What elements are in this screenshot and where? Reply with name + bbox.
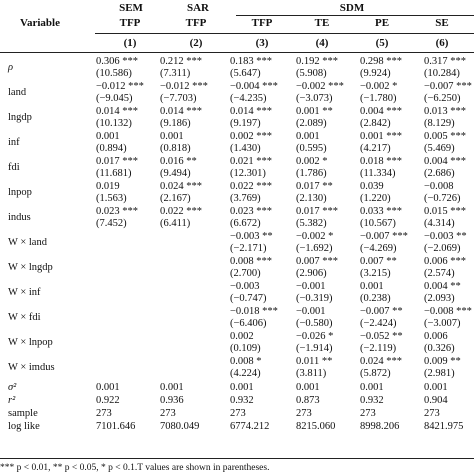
coef-cell: 0.004 **	[424, 281, 461, 292]
stat-cell: 8215.060	[296, 421, 336, 432]
tstat-cell: (0.238)	[360, 293, 391, 304]
coef-cell: −0.012 ***	[160, 81, 208, 92]
stat-cell: 0.932	[230, 395, 254, 406]
tstat-cell: (2.130)	[296, 193, 327, 204]
tstat-cell: (9.924)	[360, 68, 391, 79]
coef-cell: 0.001	[96, 131, 120, 142]
coef-cell: −0.002 *	[296, 231, 334, 242]
coef-cell: −0.007 ***	[360, 231, 408, 242]
coef-cell: −0.003 **	[230, 231, 273, 242]
tstat-cell: (0.818)	[160, 143, 191, 154]
row-label: indus	[8, 212, 31, 223]
coef-cell: 0.001	[160, 131, 184, 142]
coef-cell: 0.002	[230, 331, 254, 342]
stat-cell: 0.936	[160, 395, 184, 406]
tstat-cell: (2.089)	[296, 118, 327, 129]
coef-cell: −0.003	[230, 281, 260, 292]
coef-cell: 0.306 ***	[96, 56, 138, 67]
coef-cell: 0.192 ***	[296, 56, 338, 67]
tstat-cell: (8.129)	[424, 118, 455, 129]
tstat-cell: (5.647)	[230, 68, 261, 79]
coef-cell: −0.018 ***	[230, 306, 278, 317]
row-label: ρ	[8, 62, 14, 73]
coef-cell: −0.007 ***	[424, 81, 472, 92]
row-label: W × lnpop	[8, 337, 53, 348]
tstat-cell: (0.595)	[296, 143, 327, 154]
tstat-cell: (1.220)	[360, 193, 391, 204]
coef-cell: 0.015 ***	[424, 206, 466, 217]
coef-cell: 0.008 *	[230, 356, 262, 367]
row-label: inf	[8, 137, 20, 148]
tstat-cell: (4.314)	[424, 218, 455, 229]
row-label: W × imdus	[8, 362, 55, 373]
coef-cell: 0.013 ***	[424, 106, 466, 117]
stat-cell: 7080.049	[160, 421, 200, 432]
tstat-cell: (6.672)	[230, 218, 261, 229]
tstat-cell: (2.842)	[360, 118, 391, 129]
stat-cell: 0.001	[424, 382, 448, 393]
tstat-cell: (9.186)	[160, 118, 191, 129]
coef-cell: 0.183 ***	[230, 56, 272, 67]
coef-cell: 0.016 **	[160, 156, 197, 167]
stat-cell: 273	[230, 408, 246, 419]
tstat-cell: (7.452)	[96, 218, 127, 229]
tstat-cell: (2.700)	[230, 268, 261, 279]
coef-cell: 0.006	[424, 331, 448, 342]
col-num-4: (4)	[315, 37, 329, 49]
coef-cell: 0.014 ***	[160, 106, 202, 117]
coef-cell: 0.001 ***	[360, 131, 402, 142]
tstat-cell: (5.908)	[296, 68, 327, 79]
coef-cell: 0.023 ***	[230, 206, 272, 217]
coef-cell: 0.022 ***	[230, 181, 272, 192]
stat-cell: 273	[424, 408, 440, 419]
coef-cell: −0.002 *	[360, 81, 398, 92]
stat-cell: 8421.975	[424, 421, 464, 432]
col-num-1: (1)	[123, 37, 137, 49]
coef-cell: 0.004 ***	[424, 156, 466, 167]
tstat-cell: (−6.406)	[230, 318, 267, 329]
stat-cell: 273	[296, 408, 312, 419]
tstat-cell: (9.197)	[230, 118, 261, 129]
stat-cell: 0.001	[230, 382, 254, 393]
col-num-3: (3)	[255, 37, 269, 49]
coef-cell: 0.005 ***	[424, 131, 466, 142]
tstat-cell: (2.981)	[424, 368, 455, 379]
coef-cell: 0.212 ***	[160, 56, 202, 67]
coef-cell: 0.006 ***	[424, 256, 466, 267]
tstat-cell: (−2.119)	[360, 343, 397, 354]
group-sdm: SDM	[339, 2, 365, 14]
tstat-cell: (9.494)	[160, 168, 191, 179]
group-sem: SEM	[119, 2, 143, 14]
stat-label: log like	[8, 421, 40, 432]
col-num-2: (2)	[189, 37, 203, 49]
tstat-cell: (−0.726)	[424, 193, 461, 204]
stat-cell: 0.001	[96, 382, 120, 393]
tstat-cell: (−0.580)	[296, 318, 333, 329]
row-label: lngdp	[8, 112, 32, 123]
stat-label: r²	[8, 395, 16, 406]
coef-cell: 0.007 ***	[296, 256, 338, 267]
coef-cell: 0.018 ***	[360, 156, 402, 167]
stat-cell: 0.001	[360, 382, 384, 393]
row-label: fdi	[8, 162, 20, 173]
coef-cell: −0.001	[296, 306, 326, 317]
tstat-cell: (2.574)	[424, 268, 455, 279]
tstat-cell: (2.686)	[424, 168, 455, 179]
row-label: land	[8, 87, 27, 98]
stat-cell: 0.922	[96, 395, 120, 406]
tstat-cell: (−7.703)	[160, 93, 197, 104]
row-label: lnpop	[8, 187, 32, 198]
subhead-2: TFP	[185, 17, 207, 29]
coef-cell: 0.011 **	[296, 356, 333, 367]
tstat-cell: (10.567)	[360, 218, 396, 229]
tstat-cell: (0.894)	[96, 143, 127, 154]
tstat-cell: (−2.424)	[360, 318, 397, 329]
coef-cell: 0.001	[296, 131, 320, 142]
coef-cell: 0.001	[360, 281, 384, 292]
subhead-1: TFP	[119, 17, 141, 29]
stat-cell: 6774.212	[230, 421, 270, 432]
tstat-cell: (−9.045)	[96, 93, 133, 104]
tstat-cell: (5.872)	[360, 368, 391, 379]
coef-cell: 0.002 *	[296, 156, 328, 167]
tstat-cell: (2.906)	[296, 268, 327, 279]
stat-cell: 273	[360, 408, 376, 419]
tstat-cell: (7.311)	[160, 68, 191, 79]
tstat-cell: (10.284)	[424, 68, 460, 79]
coef-cell: −0.001	[296, 281, 326, 292]
tstat-cell: (4.217)	[360, 143, 391, 154]
coef-cell: 0.017 ***	[296, 206, 338, 217]
table-footnote: *** p < 0.01, ** p < 0.05, * p < 0.1.T values are shown in parentheses.	[0, 463, 270, 473]
coef-cell: 0.021 ***	[230, 156, 272, 167]
stat-cell: 7101.646	[96, 421, 136, 432]
row-label: W × land	[8, 237, 47, 248]
tstat-cell: (1.563)	[96, 193, 127, 204]
tstat-cell: (−4.235)	[230, 93, 267, 104]
coef-cell: −0.026 *	[296, 331, 334, 342]
tstat-cell: (11.334)	[360, 168, 396, 179]
coef-cell: 0.039	[360, 181, 384, 192]
stat-cell: 0.932	[360, 395, 384, 406]
tstat-cell: (−0.747)	[230, 293, 267, 304]
tstat-cell: (0.326)	[424, 343, 455, 354]
coef-cell: 0.033 ***	[360, 206, 402, 217]
col-num-6: (6)	[435, 37, 449, 49]
tstat-cell: (10.586)	[96, 68, 132, 79]
coef-cell: −0.004 ***	[230, 81, 278, 92]
row-label: W × inf	[8, 287, 41, 298]
coef-cell: −0.008	[424, 181, 454, 192]
tstat-cell: (2.167)	[160, 193, 191, 204]
stat-cell: 0.001	[160, 382, 184, 393]
tstat-cell: (0.109)	[230, 343, 261, 354]
stat-label: sample	[8, 408, 38, 419]
coef-cell: 0.017 ***	[96, 156, 138, 167]
coef-cell: 0.014 ***	[230, 106, 272, 117]
variable-heading: Variable	[20, 17, 60, 29]
coef-cell: −0.008 ***	[424, 306, 472, 317]
tstat-cell: (3.215)	[360, 268, 391, 279]
tstat-cell: (−3.073)	[296, 93, 333, 104]
coef-cell: −0.002 ***	[296, 81, 344, 92]
tstat-cell: (−3.007)	[424, 318, 461, 329]
coef-cell: 0.001 **	[296, 106, 333, 117]
tstat-cell: (4.224)	[230, 368, 261, 379]
header-group-row	[0, 1, 474, 15]
coef-cell: −0.007 **	[360, 306, 403, 317]
coef-cell: 0.008 ***	[230, 256, 272, 267]
coef-cell: 0.298 ***	[360, 56, 402, 67]
coef-cell: 0.019	[96, 181, 120, 192]
coef-cell: 0.004 ***	[360, 106, 402, 117]
table-bottom-rule	[0, 458, 474, 459]
coef-cell: 0.002 ***	[230, 131, 272, 142]
tstat-cell: (10.132)	[96, 118, 132, 129]
coef-cell: −0.012 ***	[96, 81, 144, 92]
tstat-cell: (−4.269)	[360, 243, 397, 254]
tstat-cell: (−2.069)	[424, 243, 461, 254]
stat-cell: 273	[160, 408, 176, 419]
subhead-5: PE	[374, 17, 390, 29]
subhead-3: TFP	[251, 17, 273, 29]
tstat-cell: (−0.319)	[296, 293, 333, 304]
coef-cell: 0.022 ***	[160, 206, 202, 217]
coef-cell: 0.023 ***	[96, 206, 138, 217]
tstat-cell: (5.469)	[424, 143, 455, 154]
tstat-cell: (6.411)	[160, 218, 191, 229]
tstat-cell: (3.811)	[296, 368, 327, 379]
col-num-5: (5)	[375, 37, 389, 49]
stat-label: σ²	[8, 382, 17, 393]
tstat-cell: (2.093)	[424, 293, 455, 304]
coef-cell: 0.014 ***	[96, 106, 138, 117]
subhead-rule	[95, 33, 474, 34]
coef-cell: 0.017 **	[296, 181, 333, 192]
tstat-cell: (−2.171)	[230, 243, 267, 254]
subhead-4: TE	[314, 17, 330, 29]
stat-cell: 0.873	[296, 395, 320, 406]
coef-cell: 0.024 ***	[160, 181, 202, 192]
subhead-6: SE	[435, 17, 449, 29]
group-sar: SAR	[186, 2, 209, 14]
coef-cell: −0.003 **	[424, 231, 467, 242]
coef-cell: 0.009 **	[424, 356, 461, 367]
coef-cell: 0.024 ***	[360, 356, 402, 367]
tstat-cell: (5.382)	[296, 218, 327, 229]
coef-cell: 0.317 ***	[424, 56, 466, 67]
tstat-cell: (−1.780)	[360, 93, 397, 104]
stat-cell: 0.001	[296, 382, 320, 393]
tstat-cell: (11.681)	[96, 168, 132, 179]
tstat-cell: (−6.250)	[424, 93, 461, 104]
tstat-cell: (−1.692)	[296, 243, 333, 254]
header-bottom-rule	[0, 52, 474, 53]
stat-cell: 8998.206	[360, 421, 400, 432]
column-number-row	[0, 36, 474, 50]
row-label: W × lngdp	[8, 262, 53, 273]
stat-cell: 273	[96, 408, 112, 419]
tstat-cell: (−1.914)	[296, 343, 333, 354]
tstat-cell: (3.769)	[230, 193, 261, 204]
tstat-cell: (1.786)	[296, 168, 327, 179]
tstat-cell: (1.430)	[230, 143, 261, 154]
row-label: W × fdi	[8, 312, 41, 323]
stat-cell: 0.904	[424, 395, 448, 406]
coef-cell: 0.007 **	[360, 256, 397, 267]
coef-cell: −0.052 **	[360, 331, 403, 342]
tstat-cell: (12.301)	[230, 168, 266, 179]
